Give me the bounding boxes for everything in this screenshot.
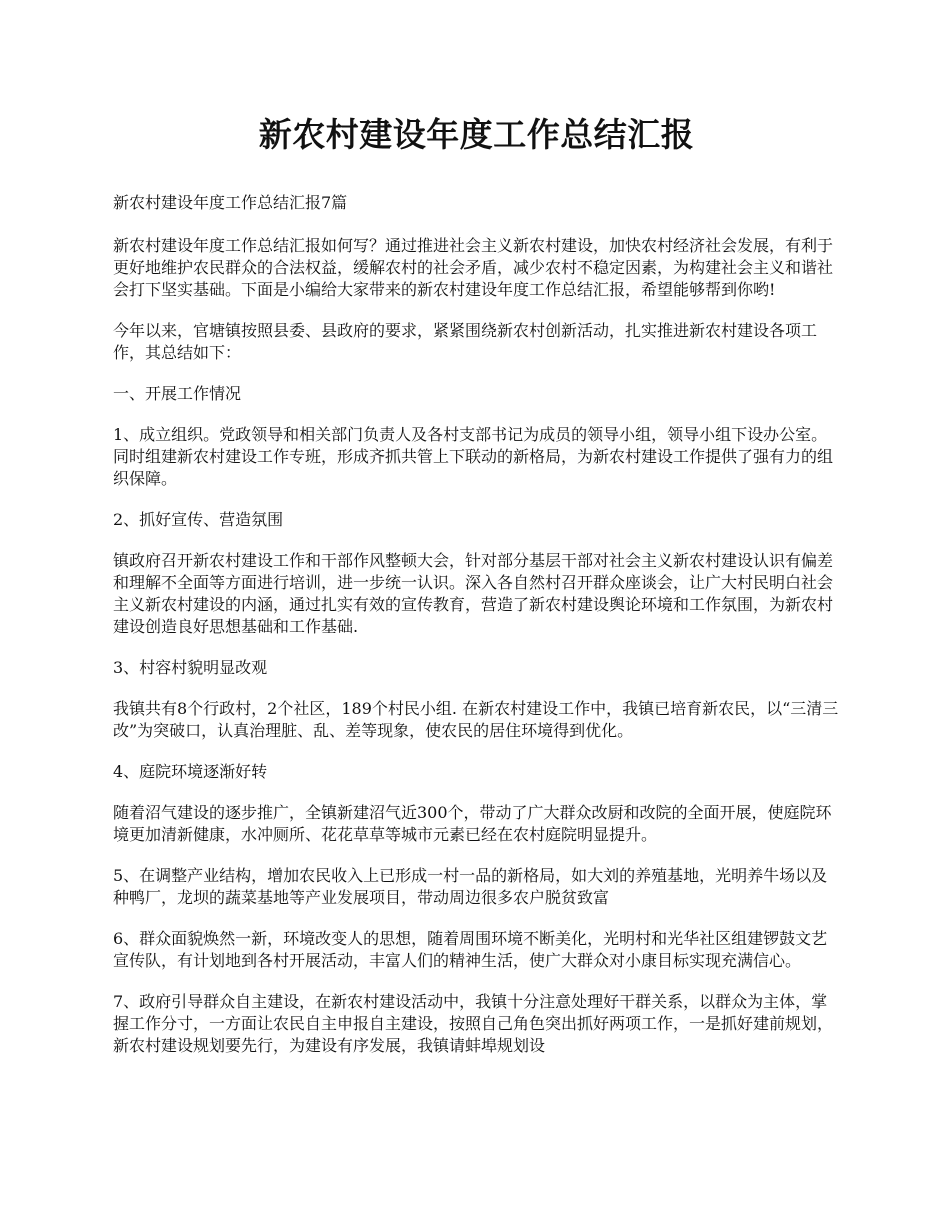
item-2-heading: 2、抓好宣传、营造氛围	[113, 510, 284, 529]
village-appearance-paragraph: 我镇共有8个行政村，2个社区，189个村民小组. 在新农村建设工作中，我镇已培育新农民，以“三清三改”为突破口，认真治理脏、乱、差等现象，使农民的居住环境得到优化。	[113, 699, 839, 740]
item-4-heading: 4、庭院环境逐渐好转	[113, 762, 268, 781]
item-3-heading: 3、村容村貌明显改观	[113, 658, 268, 677]
courtyard-paragraph: 随着沼气建设的逐步推广，全镇新建沼气近300个，带动了广大群众改厨和改院的全面开展，使庭院环境更加清新健康，水冲厕所、花花草草等城市元素已经在农村庭院明显提升。	[113, 803, 832, 844]
item-1-paragraph: 1、成立组织。党政领导和相关部门负责人及各村支部书记为成员的领导小组，领导小组下设办公室。同时组建新农村建设工作专班，形成齐抓共管上下联动的新格局，为新农村建设工作提供了强有力的组织保障。	[113, 425, 834, 488]
item-6-paragraph: 6、群众面貌焕然一新，环境改变人的思想，随着周围环境不断美化，光明村和光华社区组建锣鼓文艺宣传队，有计划地到各村开展活动，丰富人们的精神生活，使广大群众对小康目标实现充满信心。	[113, 929, 828, 970]
item-5-paragraph: 5、在调整产业结构，增加农民收入上已形成一村一品的新格局，如大刘的养殖基地，光明养牛场以及种鸭厂，龙坝的蔬菜基地等产业发展项目，带动周边很多农户脱贫致富	[113, 866, 828, 907]
summary-lead-paragraph: 今年以来，官塘镇按照县委、县政府的要求，紧紧围绕新农村创新活动，扎实推进新农村建设各项工作，其总结如下：	[113, 321, 818, 362]
publicity-paragraph: 镇政府召开新农村建设工作和干部作风整顿大会，针对部分基层干部对社会主义新农村建设认识有偏差和理解不全面等方面进行培训，进一步统一认识。深入各自然村召开群众座谈会，让广大村民明白社会主义新农村建设的内涵，通过扎实有效的宣传教育，营造了新农村建设舆论环境和工作氛围，为新农村建设创造良好思想基础和工作基础.	[113, 551, 834, 636]
item-7-paragraph: 7、政府引导群众自主建设，在新农村建设活动中，我镇十分注意处理好干群关系，以群众为主体，掌握工作分寸，一方面让农民自主申报自主建设，按照自己角色突出抓好两项工作，一是抓好建前规划，新农村建设规划要先行，为建设有序发展，我镇请蚌埠规划设	[113, 992, 834, 1055]
section-heading-work-status: 一、开展工作情况	[113, 384, 242, 403]
subtitle-paragraph: 新农村建设年度工作总结汇报7篇	[113, 193, 348, 212]
document-title: 新农村建设年度工作总结汇报	[258, 115, 695, 154]
intro-paragraph: 新农村建设年度工作总结汇报如何写？通过推进社会主义新农村建设，加快农村经济社会发展，有利于更好地维护农民群众的合法权益，缓解农村的社会矛盾，减少农村不稳定因素，为构建社会主义和谐社会打下坚实基础。下面是小编给大家带来的新农村建设年度工作总结汇报，希望能够帮到你哟!	[113, 236, 834, 299]
